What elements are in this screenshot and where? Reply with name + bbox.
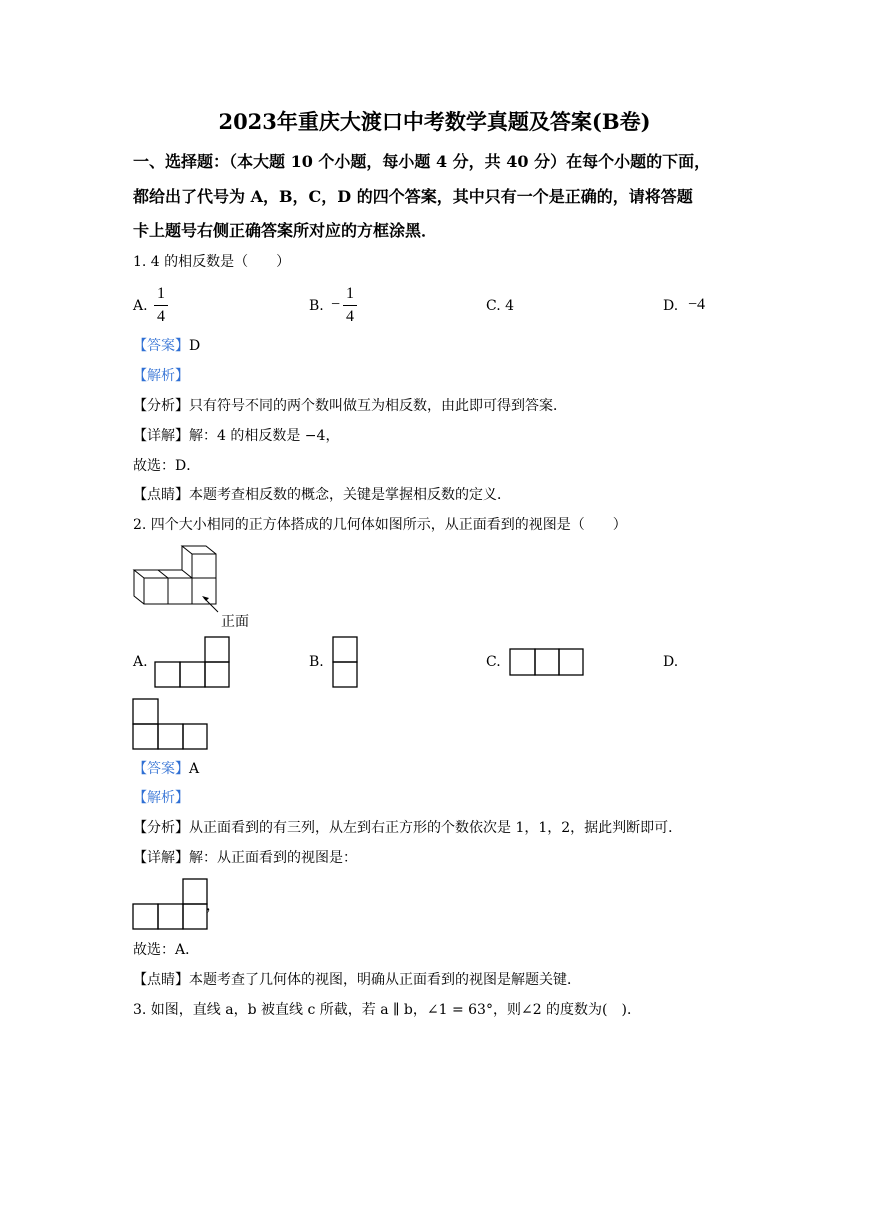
q1-option-a-fraction	[154, 285, 168, 326]
q2-option-c-figure	[509, 648, 585, 676]
q2-option-d-figure	[132, 698, 208, 750]
q1-fenxi: 【分析】只有符号不同的两个数叫做互为相反数，由此即可得到答案．	[133, 398, 567, 414]
q1-answer	[133, 337, 200, 355]
answer-tag: 【答案】	[133, 761, 189, 777]
q1-option-b-fraction	[343, 285, 357, 326]
fraction-bar	[343, 305, 357, 306]
q1-option-d-value: −4	[688, 296, 706, 313]
q2-option-b-figure	[332, 636, 358, 688]
q2-option-a-figure	[154, 636, 230, 688]
q3-stem: 3. 如图，直线 a，b 被直线 c 所截，若 a ∥ b，∠1 = 63°，则∠2 的度数为( )．	[133, 1002, 641, 1018]
q1-option-d-label: D.	[663, 298, 679, 314]
section-instructions-line2: 都给出了代号为 A，B，C，D 的四个答案，其中只有一个是正确的，请将答题	[133, 187, 693, 206]
q2-option-b-label: B.	[309, 654, 324, 670]
q2-option-c-label: C.	[486, 654, 501, 670]
section-instructions-line3: 卡上题号右侧正确答案所对应的方框涂黑．	[133, 221, 438, 240]
q1-option-b-sign: −	[331, 296, 341, 313]
q1-analysis-tag: 【解析】	[133, 368, 189, 384]
q2-front-label: 正面	[221, 614, 249, 630]
q2-option-a-label: A.	[133, 654, 148, 670]
fraction-bar	[154, 305, 168, 306]
q1-guxuan: 故选：D．	[133, 458, 201, 474]
q2-solution-figure	[132, 878, 208, 930]
page-title: 2023年重庆大渡口中考数学真题及答案(B卷)	[218, 109, 651, 134]
q1-dianjing: 【点睛】本题考查相反数的概念，关键是掌握相反数的定义．	[133, 487, 511, 503]
section-instructions-line1: 一、选择题：（本大题 10 个小题，每小题 4 分，共 40 分）在每个小题的下面，	[133, 152, 711, 171]
q1-option-a-denominator: 4	[157, 308, 165, 325]
answer-tag: 【答案】	[133, 338, 189, 354]
q2-guxuan: 故选：A．	[133, 942, 200, 958]
q2-dianjing: 【点睛】本题考查了几何体的视图，明确从正面看到的视图是解题关键．	[133, 972, 581, 988]
q1-xiangjie: 【详解】解：4 的相反数是 −4，	[133, 428, 340, 444]
q2-fenxi: 【分析】从正面看到的有三列，从左到右正方形的个数依次是 1，1，2，据此判断即可．	[133, 820, 683, 836]
q1-option-b-numerator: 1	[346, 285, 354, 302]
q1-option-c: C. 4	[486, 298, 515, 314]
q2-answer	[133, 760, 199, 778]
q2-analysis-tag: 【解析】	[133, 790, 189, 806]
q1-answer-value: D	[189, 338, 201, 354]
q2-solution-comma: ，	[206, 898, 220, 914]
q1-option-a-label: A.	[133, 298, 148, 314]
q2-answer-value: A	[189, 761, 200, 777]
q1-option-a-numerator: 1	[157, 285, 165, 302]
q1-option-b-label: B.	[309, 298, 324, 314]
q2-xiangjie: 【详解】解：从正面看到的视图是：	[133, 850, 357, 866]
q2-option-d-label: D.	[663, 654, 679, 670]
q1-option-b-denominator: 4	[346, 308, 354, 325]
q1-stem: 1. 4 的相反数是（ ）	[133, 254, 291, 270]
q2-stem: 2. 四个大小相同的正方体搭成的几何体如图所示，从正面看到的视图是（ ）	[133, 517, 627, 533]
